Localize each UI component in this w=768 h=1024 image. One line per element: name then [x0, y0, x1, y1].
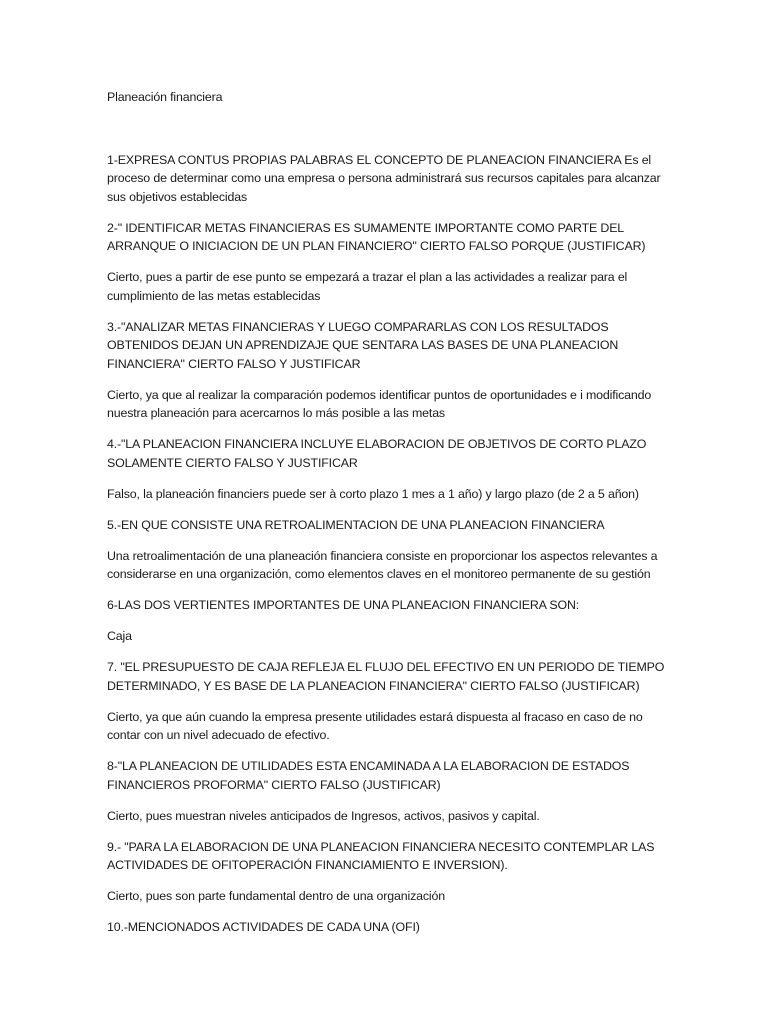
question-7: 7. "EL PRESUPUESTO DE CAJA REFLEJA EL FLUJO DEL EFECTIVO EN UN PERIODO DE TIEMPO DETERMINADO, Y ES BASE DE LA PLANEACION FINANCIERA" CIERTO FALSO (JUSTIFICAR)	[107, 660, 665, 693]
answer-5: Una retroalimentación de una planeación financiera consiste en proporcionar los aspectos relevantes a considerarse en una organización, como elementos claves en el monitoreo permanente de su gestión	[107, 548, 658, 581]
answer-3: Cierto, ya que al realizar la comparación podemos identificar puntos de oportunidades e i modificando nuestra planeación para acercarnos lo más posible a las metas	[107, 387, 652, 420]
document-page	[107, 88, 667, 949]
question-1: 1-EXPRESA CONTUS PROPIAS PALABRAS EL CONCEPTO DE PLANEACION FINANCIERA Es el proceso de determinar como una empresa o persona administrará sus recursos capitales para alcanzar sus objetivos establecidas	[107, 152, 661, 204]
question-5: 5.-EN QUE CONSISTE UNA RETROALIMENTACION DE UNA PLANEACION FINANCIERA	[107, 517, 605, 532]
answer-2: Cierto, pues a partir de ese punto se empezará a trazar el plan a las actividades a realizar para el cumplimiento de las metas establecidas	[107, 270, 628, 303]
answer-7: Cierto, ya que aún cuando la empresa presente utilidades estará dispuesta al fracaso en caso de no contar con un nivel adecuado de efectivo.	[107, 709, 643, 742]
document-title: Planeación financiera	[107, 90, 223, 104]
answer-9: Cierto, pues son parte fundamental dentro de una organización	[107, 889, 446, 903]
question-6: 6-LAS DOS VERTIENTES IMPORTANTES DE UNA PLANEACION FINANCIERA SON:	[107, 598, 580, 612]
question-8: 8-"LA PLANEACION DE UTILIDADES ESTA ENCAMINADA A LA ELABORACION DE ESTADOS FINANCIEROS PROFORMA" CIERTO FALSO (JUSTIFICAR)	[107, 759, 630, 792]
answer-4: Falso, la planeación financiers puede ser à corto plazo 1 mes a 1 año) y largo plazo (de 2 a 5 añon)	[107, 486, 639, 501]
answer-6: Caja	[107, 629, 132, 643]
question-10: 10.-MENCIONADOS ACTIVIDADES DE CADA UNA (OFI)	[107, 920, 420, 934]
question-9: 9.- "PARA LA ELABORACION DE UNA PLANEACION FINANCIERA NECESITO CONTEMPLAR LAS ACTIVIDADES DE OFITOPERACIÓN FINANCIAMIENTO E INVERSION).	[107, 839, 655, 872]
question-4: 4.-"LA PLANEACION FINANCIERA INCLUYE ELABORACION DE OBJETIVOS DE CORTO PLAZO SOLAMENTE CIERTO FALSO Y JUSTIFICAR	[107, 437, 647, 470]
question-2: 2-" IDENTIFICAR METAS FINANCIERAS ES SUMAMENTE IMPORTANTE COMO PARTE DEL ARRANQUE O INICIACION DE UN PLAN FINANCIERO" CIERTO FALSO PORQUE (JUSTIFICAR)	[107, 220, 646, 253]
answer-8: Cierto, pues muestran niveles anticipados de Ingresos, activos, pasivos y capital.	[107, 808, 540, 823]
question-3: 3.-"ANALIZAR METAS FINANCIERAS Y LUEGO COMPARARLAS CON LOS RESULTADOS OBTENIDOS DEJAN UN APRENDIZAJE QUE SENTARA LAS BASES DE UNA PLANEACION FINANCIERA" CIERTO FALSO Y JUSTIFICAR	[107, 319, 619, 371]
